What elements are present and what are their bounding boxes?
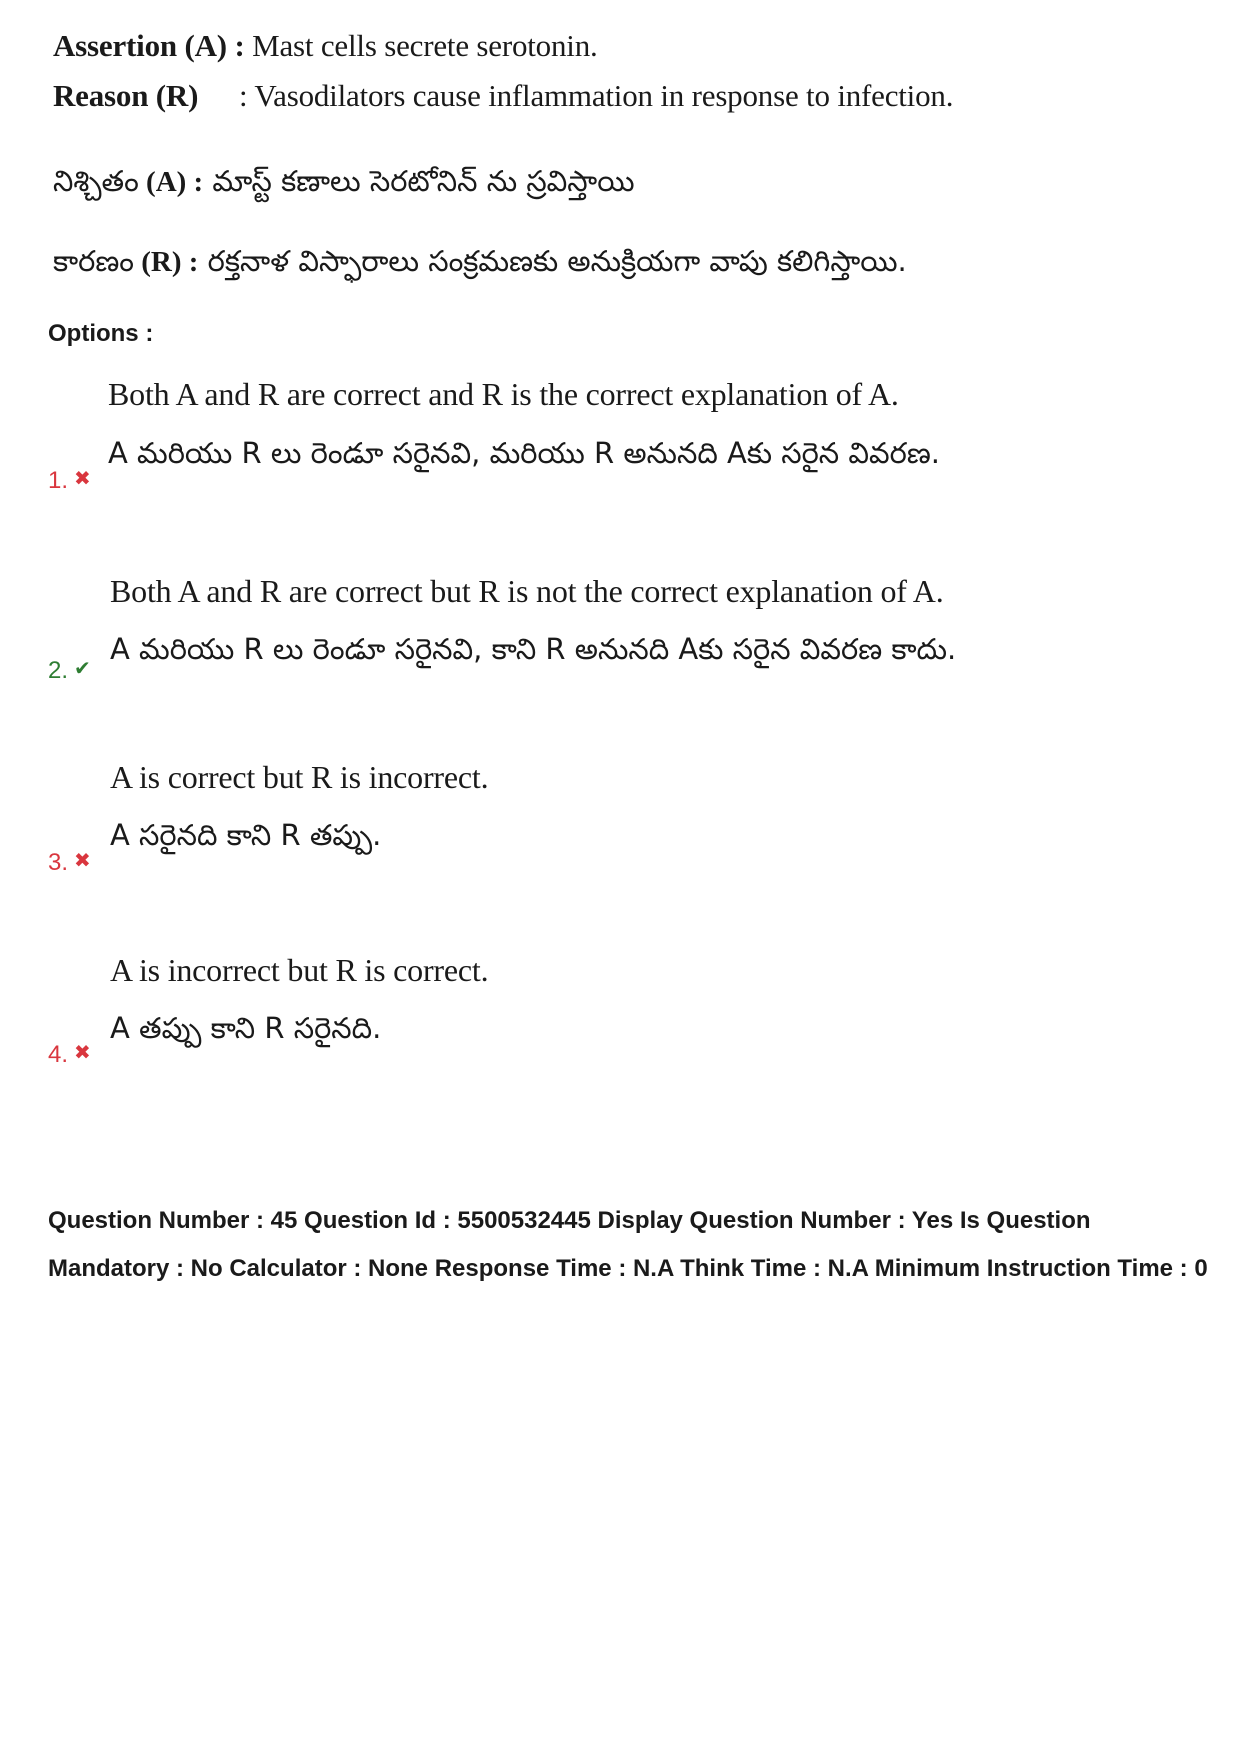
option-1-telugu: A మరియు R లు రెండూ సరైనవి, మరియు R అనునది Aకు సరైన వివరణ.	[108, 436, 940, 470]
option-4-number[interactable]	[48, 1040, 91, 1069]
reason-te-text: రక్తనాళ విస్ఫారాలు సంక్రమణకు అనుక్రియగా వాపు కలిగిస్తాయి.	[198, 244, 907, 278]
options-heading: Options :	[48, 320, 154, 347]
option-4-english: A is incorrect but R is correct.	[110, 952, 489, 988]
question-meta: Question Number : 45 Question Id : 5500532445 Display Question Number : Yes Is Question Mandatory : No Calculator : None Response Time : N.A Think Time : N.A Minimum Instruction Time : 0	[48, 1207, 1208, 1282]
cross-icon: ✖	[74, 468, 91, 490]
check-icon: ✔	[74, 658, 91, 680]
reason-te-line	[53, 244, 907, 286]
assertion-te-label-word: నిశ్చితం	[53, 164, 139, 198]
reason-line	[53, 78, 953, 114]
assertion-label: Assertion (A) :	[53, 28, 245, 63]
reason-text: : Vasodilators cause inflammation in response to infection.	[239, 78, 954, 113]
cross-icon: ✖	[74, 850, 91, 872]
option-1-number-label: 1.	[48, 467, 69, 494]
option-3-english: A is correct but R is incorrect.	[110, 759, 489, 795]
option-4-telugu: A తప్పు కాని R సరైనది.	[110, 1011, 382, 1045]
assertion-text: Mast cells secrete serotonin.	[244, 28, 598, 63]
cross-icon: ✖	[74, 1042, 91, 1064]
option-3-telugu: A సరైనది కాని R తప్పు.	[110, 818, 382, 852]
assertion-te-line	[53, 164, 635, 206]
option-2-telugu: A మరియు R లు రెండూ సరైనవి, కాని R అనునది Aకు సరైన వివరణ కాదు.	[110, 632, 957, 666]
reason-te-label-word: కారణం	[53, 244, 134, 278]
option-4-number-label: 4.	[48, 1041, 69, 1068]
reason-label: Reason (R)	[53, 78, 199, 113]
option-3-number-label: 3.	[48, 849, 69, 876]
reason-te-label: (R) :	[134, 246, 199, 278]
option-3-number[interactable]	[48, 848, 91, 877]
option-2-english: Both A and R are correct but R is not the correct explanation of A.	[110, 573, 944, 609]
assertion-te-label: (A) :	[138, 166, 204, 198]
option-1-number[interactable]	[48, 466, 91, 495]
option-2-number-label: 2.	[48, 657, 69, 684]
assertion-te-text: మాస్ట్ కణాలు సెరటోనిన్ ను స్రవిస్తాయి	[203, 164, 635, 198]
option-1-english: Both A and R are correct and R is the correct explanation of A.	[108, 376, 899, 412]
assertion-line	[53, 28, 598, 64]
option-2-number[interactable]	[48, 656, 91, 685]
